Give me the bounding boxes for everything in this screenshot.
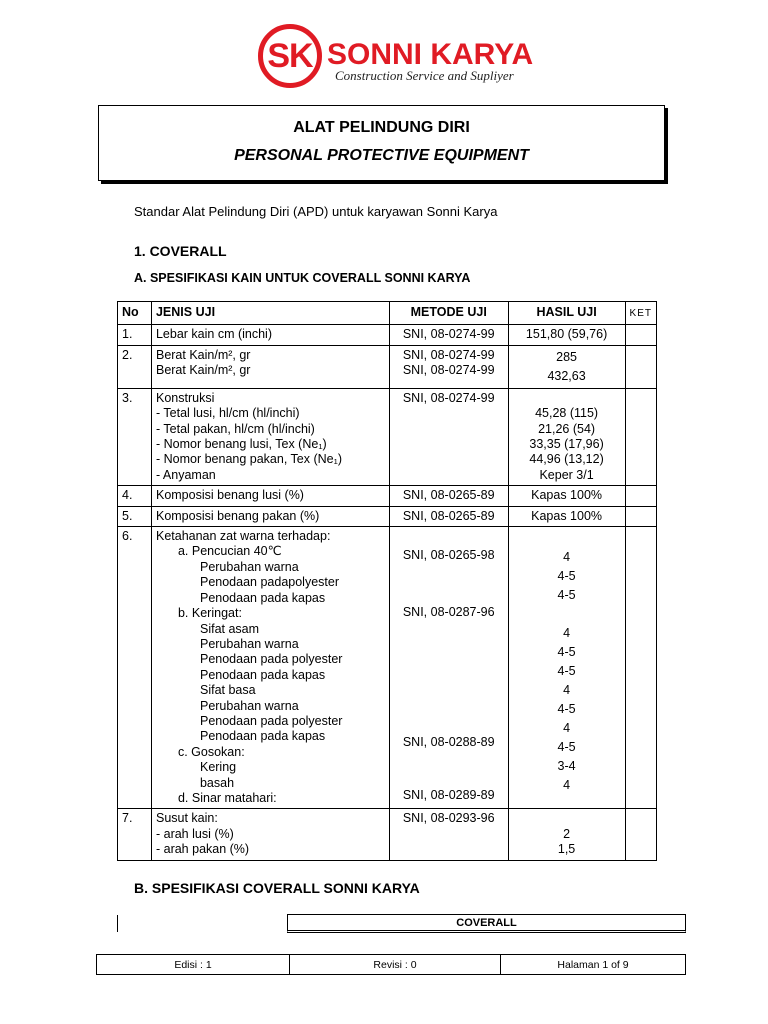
metode-line: SNI, 08-0265-98	[402, 548, 495, 563]
hasil-line: 4	[563, 626, 571, 641]
company-logo-name: SONNI KARYA	[327, 38, 534, 71]
cell-hasil: Kapas 100%	[508, 506, 625, 526]
table-row	[118, 809, 657, 860]
table-row	[118, 506, 657, 526]
cell-ket	[625, 506, 656, 526]
jenis-line: a. Pencucian 40℃	[177, 544, 282, 559]
table-row	[118, 325, 657, 345]
cell-jenis	[151, 527, 389, 809]
hasil-line: 4-5	[557, 569, 576, 584]
jenis-line: Perubahan warna	[199, 559, 299, 574]
hasil-line: 21,26 (54)	[538, 421, 596, 436]
hasil-line: 33,35 (17,96)	[529, 437, 604, 452]
jenis-line: Penodaan pada kapas	[199, 667, 326, 682]
footer-halaman: Halaman 1 of 9	[501, 955, 686, 975]
cell-no: 1.	[118, 325, 152, 345]
table-header-row	[118, 302, 657, 325]
footer-edisi: Edisi : 1	[97, 955, 290, 975]
jenis-line: Penodaan pada kapas	[199, 590, 326, 605]
hasil-line: 4-5	[557, 588, 576, 603]
hasil-line: 285	[556, 349, 577, 364]
table-row	[118, 388, 657, 485]
hasil-line: 432,63	[547, 368, 586, 383]
subsection-heading-a: A. SPESIFIKASI KAIN UNTUK COVERALL SONNI KARYA	[134, 271, 471, 285]
cell-jenis: Komposisi benang pakan (%)	[151, 506, 389, 526]
jenis-line: - Tetal pakan, hl/cm (hl/inchi)	[155, 421, 315, 436]
jenis-line: Perubahan warna	[199, 636, 299, 651]
header-jenis-uji: JENIS UJI	[151, 302, 389, 325]
header-hasil-uji: HASIL UJI	[508, 302, 625, 325]
divider	[117, 915, 118, 932]
jenis-line: Sifat asam	[199, 621, 260, 636]
jenis-line: Penodaan padapolyester	[199, 575, 339, 590]
jenis-line: Susut kain:	[155, 811, 218, 826]
jenis-line: Penodaan pada polyester	[199, 652, 343, 667]
jenis-line: b. Keringat:	[177, 606, 242, 621]
fabric-spec-table	[117, 301, 657, 861]
cell-hasil	[508, 809, 625, 860]
jenis-line: - Nomor benang pakan, Tex (Ne₁)	[155, 452, 343, 467]
intro-text: Standar Alat Pelindung Diri (APD) untuk karyawan Sonni Karya	[134, 204, 498, 219]
jenis-line: - Anyaman	[155, 467, 216, 482]
metode-line: SNI, 08-0287-96	[402, 605, 495, 620]
company-tagline: Construction Service and Supliyer	[335, 68, 514, 83]
cell-metode: SNI, 08-0265-89	[389, 506, 508, 526]
cell-ket	[625, 345, 656, 388]
cell-no: 3.	[118, 388, 152, 485]
title-box	[98, 105, 665, 181]
document-title: ALAT PELINDUNG DIRI	[293, 119, 470, 136]
cell-metode: SNI, 08-0274-99	[389, 388, 508, 485]
cell-metode: SNI, 08-0274-99	[389, 325, 508, 345]
hasil-line: 4-5	[557, 664, 576, 679]
footer-revisi: Revisi : 0	[290, 955, 501, 975]
jenis-line: Penodaan pada polyester	[199, 713, 343, 728]
cell-ket	[625, 486, 656, 506]
metode-line: SNI, 08-0288-89	[402, 734, 495, 749]
hasil-line: 45,28 (115)	[535, 406, 599, 421]
cell-ket	[625, 809, 656, 860]
footer-row	[97, 955, 686, 975]
jenis-line: Berat Kain/m², gr	[155, 347, 251, 362]
page-footer	[96, 954, 686, 975]
hasil-line: 3-4	[557, 759, 576, 774]
header-ket	[625, 302, 656, 325]
table-row	[118, 486, 657, 506]
cell-ket	[625, 325, 656, 345]
cell-metode	[389, 345, 508, 388]
hasil-line	[513, 811, 621, 826]
jenis-line: d. Sinar matahari:	[177, 790, 277, 805]
jenis-line: c. Gosokan:	[177, 744, 245, 759]
table-row	[118, 527, 657, 809]
cell-no: 7.	[118, 809, 152, 860]
cell-hasil	[508, 388, 625, 485]
header-no: No	[118, 302, 152, 325]
cell-ket	[625, 527, 656, 809]
jenis-line: - Tetal lusi, hl/cm (hl/inchi)	[155, 406, 300, 421]
header-metode-uji: METODE UJI	[389, 302, 508, 325]
jenis-line: Konstruksi	[155, 390, 215, 405]
metode-line: SNI, 08-0274-99	[402, 347, 495, 362]
hasil-line: 4	[563, 683, 571, 698]
jenis-line: basah	[199, 775, 235, 790]
jenis-line: Perubahan warna	[199, 698, 299, 713]
company-logo-mark: SK	[258, 24, 322, 88]
jenis-line: - Nomor benang lusi, Tex (Ne₁)	[155, 437, 327, 452]
cell-no: 2.	[118, 345, 152, 388]
cell-ket	[625, 388, 656, 485]
jenis-line: - arah lusi (%)	[155, 826, 234, 841]
jenis-line: Sifat basa	[199, 683, 256, 698]
cell-no: 5.	[118, 506, 152, 526]
section-heading-coverall: 1. COVERALL	[134, 243, 227, 259]
cell-hasil	[508, 527, 625, 809]
cell-no: 4.	[118, 486, 152, 506]
hasil-line: 4-5	[557, 740, 576, 755]
cell-metode: SNI, 08-0293-96	[389, 809, 508, 860]
coverall-table-header: COVERALL	[287, 914, 686, 933]
cell-hasil	[508, 345, 625, 388]
cell-jenis: Lebar kain cm (inchi)	[151, 325, 389, 345]
jenis-line: Berat Kain/m², gr	[155, 363, 251, 378]
subsection-heading-b: B. SPESIFIKASI COVERALL SONNI KARYA	[134, 880, 420, 896]
jenis-line: Penodaan pada kapas	[199, 729, 326, 744]
hasil-line	[513, 391, 621, 406]
cell-jenis	[151, 345, 389, 388]
cell-jenis	[151, 388, 389, 485]
cell-no: 6.	[118, 527, 152, 809]
cell-metode	[389, 527, 508, 809]
document-subtitle: PERSONAL PROTECTIVE EQUIPMENT	[234, 147, 529, 164]
hasil-line: 4	[563, 550, 571, 565]
metode-line: SNI, 08-0274-99	[402, 363, 495, 378]
table-row	[118, 345, 657, 388]
jenis-line: Kering	[199, 760, 237, 775]
header-ket-label: KET	[629, 308, 652, 319]
hasil-line: 4	[563, 778, 571, 793]
hasil-line: 1,5	[557, 842, 576, 857]
cell-hasil: 151,80 (59,76)	[508, 325, 625, 345]
cell-hasil: Kapas 100%	[508, 486, 625, 506]
hasil-line: 4	[563, 721, 571, 736]
jenis-line: - arah pakan (%)	[155, 842, 250, 857]
hasil-line: 4-5	[557, 645, 576, 660]
jenis-line: Ketahanan zat warna terhadap:	[155, 529, 331, 544]
hasil-line: 4-5	[557, 702, 576, 717]
cell-jenis: Komposisi benang lusi (%)	[151, 486, 389, 506]
hasil-line: 44,96 (13,12)	[529, 452, 604, 467]
cell-metode: SNI, 08-0265-89	[389, 486, 508, 506]
hasil-line: 2	[563, 826, 571, 841]
metode-line: SNI, 08-0289-89	[402, 788, 495, 803]
cell-jenis	[151, 809, 389, 860]
hasil-line: Keper 3/1	[539, 467, 594, 482]
